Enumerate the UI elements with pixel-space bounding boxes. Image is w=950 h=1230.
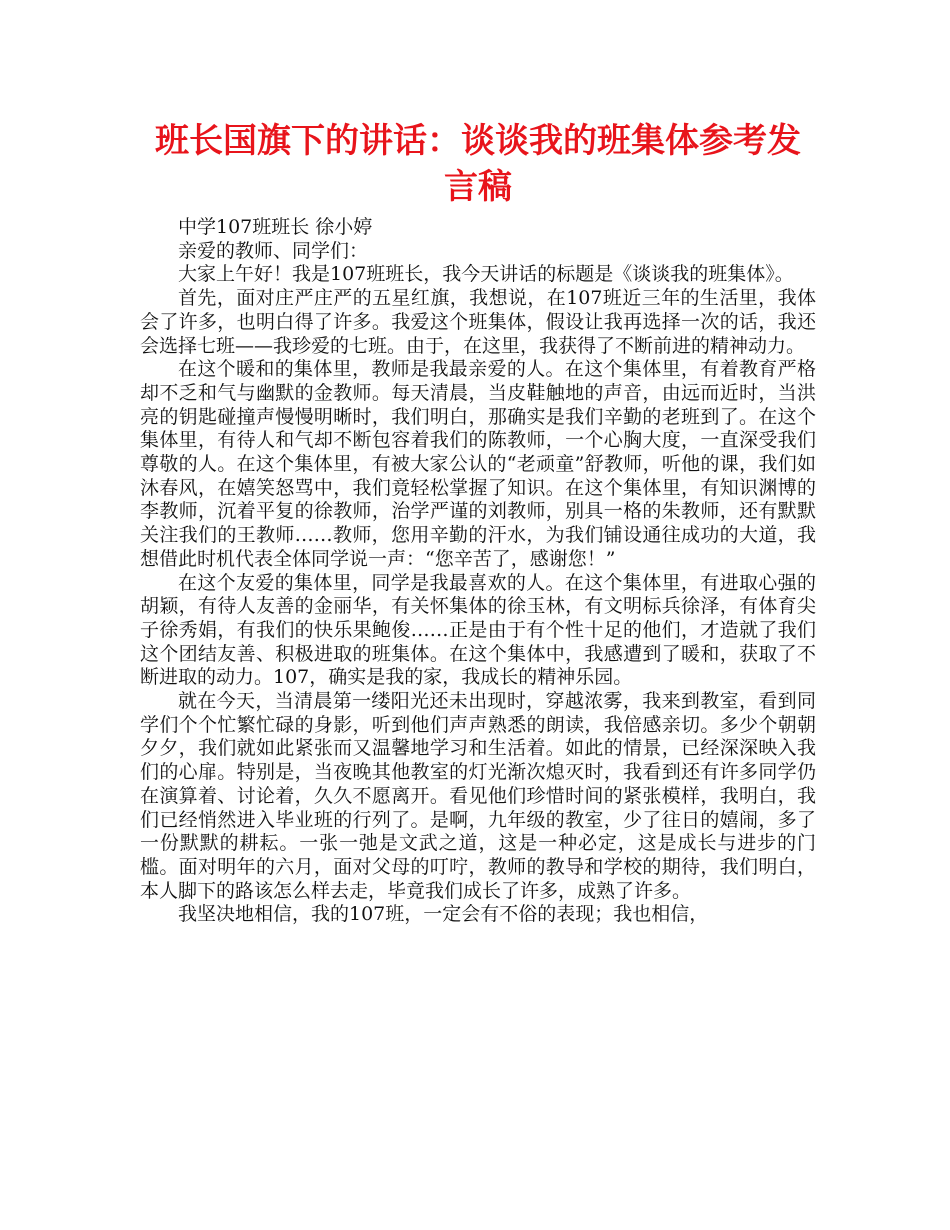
paragraph: 大家上午好！我是107班班长，我今天讲话的标题是《谈谈我的班集体》。 bbox=[178, 263, 794, 286]
paragraph: 我坚决地相信，我的107班，一定会有不俗的表现；我也相信， bbox=[178, 903, 709, 926]
document-title: 班长国旗下的讲话：谈谈我的班集体参考发言稿 bbox=[155, 121, 801, 207]
document-body bbox=[140, 216, 816, 927]
document-page bbox=[140, 118, 816, 927]
paragraph: 首先，面对庄严庄严的五星红旗，我想说，在107班近三年的生活里，我体会了许多，也明白得了许多。我爱这个班集体，假设让我再选择一次的话，我还会选择七班——我珍爱的七班。由于，在这里，我获得了不断前进的精神动力。 bbox=[140, 287, 816, 357]
paragraph: 在这个友爱的集体里，同学是我最喜欢的人。在这个集体里，有进取心强的胡颖，有待人友善的金丽华，有关怀集体的徐玉林，有文明标兵徐泽，有体育尖子徐秀娟，有我们的快乐果鲍俊……正是由于有个性十足的他们，才造就了我们这个团结友善、积极进取的班集体。在这个集体中，我感遭到了暖和，获取了不断进取的动力。107，确实是我的家，我成长的精神乐园。 bbox=[140, 571, 816, 689]
greeting: 亲爱的教师、同学们： bbox=[178, 239, 369, 262]
paragraph: 在这个暖和的集体里，教师是我最亲爱的人。在这个集体里，有着教育严格却不乏和气与幽默的金教师。每天清晨，当皮鞋触地的声音，由远而近时，当洪亮的钥匙碰撞声慢慢明晰时，我们明白，那确实是我们辛勤的老班到了。在这个集体里，有待人和气却不断包容着我们的陈教师，一个心胸大度，一直深受我们尊敬的人。在这个集体里，有被大家公认的“老顽童”舒教师，听他的课，我们如沐春风，在嬉笑怒骂中，我们竟轻松掌握了知识。在这个集体里，有知识渊博的李教师，沉着平复的徐教师，治学严谨的刘教师，别具一格的朱教师，还有默默关注我们的王教师……教师，您用辛勤的汗水，为我们铺设通往成功的大道，我想借此时机代表全体同学说一声：“您辛苦了，感谢您！” bbox=[140, 358, 816, 570]
author-line: 中学107班班长 徐小婷 bbox=[178, 216, 373, 238]
paragraph: 就在今天，当清晨第一缕阳光还未出现时，穿越浓雾，我来到教室，看到同学们个个忙繁忙碌的身影，听到他们声声熟悉的朗读，我倍感亲切。多少个朝朝夕夕，我们就如此紧张而又温馨地学习和生活着。如此的情景，已经深深映入我们的心扉。特别是，当夜晚其他教室的灯光渐次熄灭时，我看到还有许多同学仍在演算着、讨论着，久久不愿离开。看见他们珍惜时间的紧张模样，我明白，我们已经悄然进入毕业班的行列了。是啊，九年级的教室，少了往日的嬉闹，多了一份默默的耕耘。一张一弛是文武之道，这是一种必定，这是成长与进步的门槛。面对明年的六月，面对父母的叮咛，教师的教导和学校的期待，我们明白，本人脚下的路该怎么样去走，毕竟我们成长了许多，成熟了许多。 bbox=[140, 690, 816, 902]
